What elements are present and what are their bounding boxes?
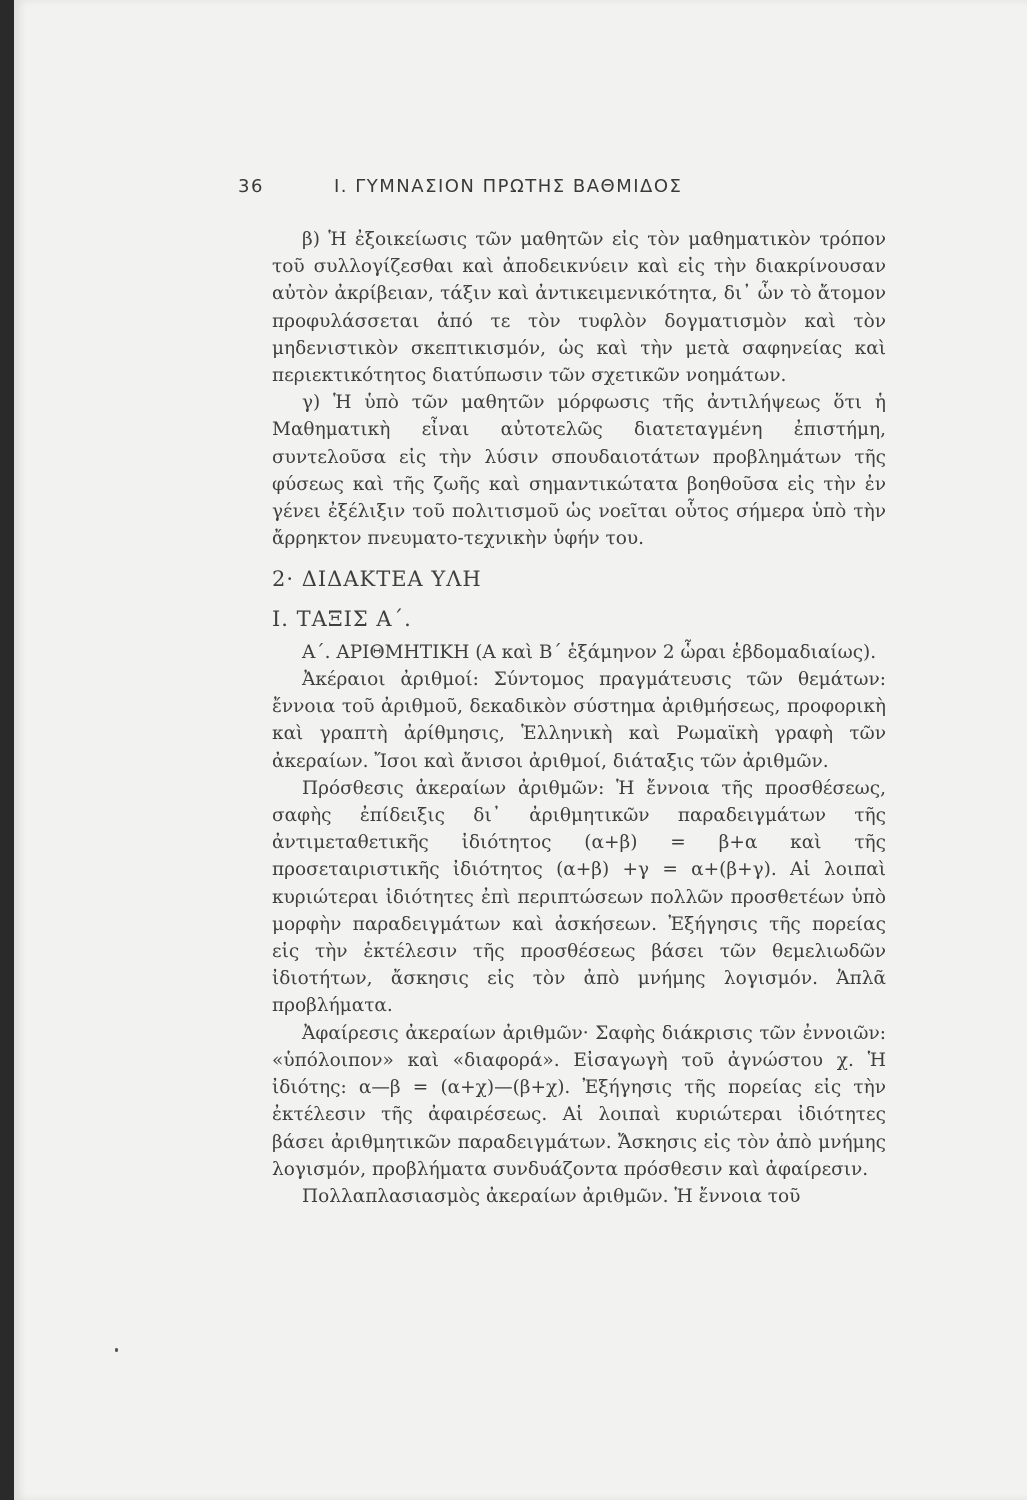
subject-heading: Α΄. ΑΡΙΘΜΗΤΙΚΗ (Α καὶ Β΄ ἑξάμηνον 2 ὧραι ἑβδομαδιαίως). bbox=[302, 641, 877, 663]
running-title: Ι. ΓΥΜΝΑΣΙΟΝ ΠΡΩΤΗΣ ΒΑΘΜΙΔΟΣ bbox=[334, 176, 683, 197]
paragraph-addition: Πρόσθεσις ἀκεραίων ἀριθμῶν: Ἡ ἔννοια τῆς προσθέσεως, σαφὴς ἐπίδειξις δι᾽ ἀριθμητικῶν παραδειγμάτων τῆς ἀντιμεταθετικῆς ἰδιότητος (α+β) = β+α καὶ τῆς προσεταιριστικῆς ἰδιότητος (α+β) +γ = α+(β+γ). Αἱ λοιπαὶ κυριώτεραι ἰδιότητες ἐπὶ περιπτώσεων πολλῶν προσθετέων ὑπὸ μορφὴν παραδειγμάτων καὶ ἀσκήσεων. Ἐξήγησις τῆς πορείας εἰς τὴν ἐκτέλεσιν τῆς προσθέσεως βάσει τῶν θεμελιωδῶν ἰδιοτήτων, ἄσκησις εἰς τὸν ἀπὸ μνήμης λογισμόν. Ἁπλᾶ προβλήματα. bbox=[272, 777, 886, 1017]
page-number: 36 bbox=[238, 176, 264, 197]
class-heading: Ι. ΤΑΞΙΣ Α΄. bbox=[272, 606, 412, 631]
paragraph-subtraction: Ἀφαίρεσις ἀκεραίων ἀριθμῶν· Σαφὴς διάκρισις τῶν ἐννοιῶν: «ὑπόλοιπον» καὶ «διαφορά». Εἰσαγωγὴ τοῦ ἀγνώστου χ. Ἡ ἰδιότης: α—β = (α+χ)—(β+χ). Ἐξήγησις τῆς πορείας εἰς τὴν ἐκτέλεσιν τῆς ἀφαιρέσεως. Αἱ λοιπαὶ κυριώτεραι ἰδιότητες βάσει ἀριθμητικῶν παραδειγμάτων. Ἄσκησις εἰς τὸν ἀπὸ μνήμης λογισμόν, προβλήματα συνδυάζοντα πρόσθεσιν καὶ ἀφαίρεσιν. bbox=[272, 1022, 886, 1180]
ink-speck bbox=[115, 1348, 118, 1352]
book-page bbox=[14, 0, 1027, 1500]
paragraph-multiplication: Πολλαπλασιασμὸς ἀκεραίων ἀριθμῶν. Ἡ ἔννοια τοῦ bbox=[302, 1185, 801, 1207]
running-header bbox=[238, 176, 798, 197]
paragraph-objective-b: β) Ἡ ἐξοικείωσις τῶν μαθητῶν εἰς τὸν μαθηματικὸν τρόπον τοῦ συλλογίζεσθαι καὶ ἀποδεικνύειν καὶ εἰς τὴν διακρίνουσαν αὐτὸν ἀκρίβειαν, τάξιν καὶ ἀντικειμενικότητα, δι᾽ ὧν τὸ ἄτομον προφυλάσσεται ἀπό τε τὸν τυφλὸν δογματισμὸν καὶ τὸν μηδενιστικὸν σκεπτικισμόν, ὡς καὶ τὴν μετὰ σαφηνείας καὶ περιεκτικότητος διατύπωσιν τῶν σχετικῶν νοημάτων. bbox=[272, 229, 886, 387]
section-heading: 2· ΔΙΔΑΚΤΕΑ ΥΛΗ bbox=[272, 567, 482, 592]
body-text bbox=[272, 226, 886, 1210]
paragraph-integers: Ἀκέραιοι ἀριθμοί: Σύντομος πραγμάτευσις τῶν θεμάτων: ἔννοια τοῦ ἀριθμοῦ, δεκαδικὸν σύστημα ἀριθμήσεως, προφορικὴ καὶ γραπτὴ ἀρίθμησις, Ἑλληνικὴ καὶ Ρωμαϊκὴ γραφὴ τῶν ἀκεραίων. Ἴσοι καὶ ἄνισοι ἀριθμοί, διάταξις τῶν ἀριθμῶν. bbox=[272, 669, 886, 772]
paragraph-objective-c: γ) Ἡ ὑπὸ τῶν μαθητῶν μόρφωσις τῆς ἀντιλήψεως ὅτι ἡ Μαθηματικὴ εἶναι αὐτοτελῶς διατεταγμένη ἐπιστήμη, συντελοῦσα εἰς τὴν λύσιν σπουδαιοτάτων προβλημάτων τῆς φύσεως καὶ τῆς ζωῆς καὶ σημαντικώτατα βοηθοῦσα εἰς τὴν ἐν γένει ἐξέλιξιν τοῦ πολιτισμοῦ ὡς νοεῖται οὗτος σήμερα ὑπὸ τὴν ἄρρηκτον πνευματο-τεχνικὴν ὑφήν του. bbox=[272, 392, 886, 550]
